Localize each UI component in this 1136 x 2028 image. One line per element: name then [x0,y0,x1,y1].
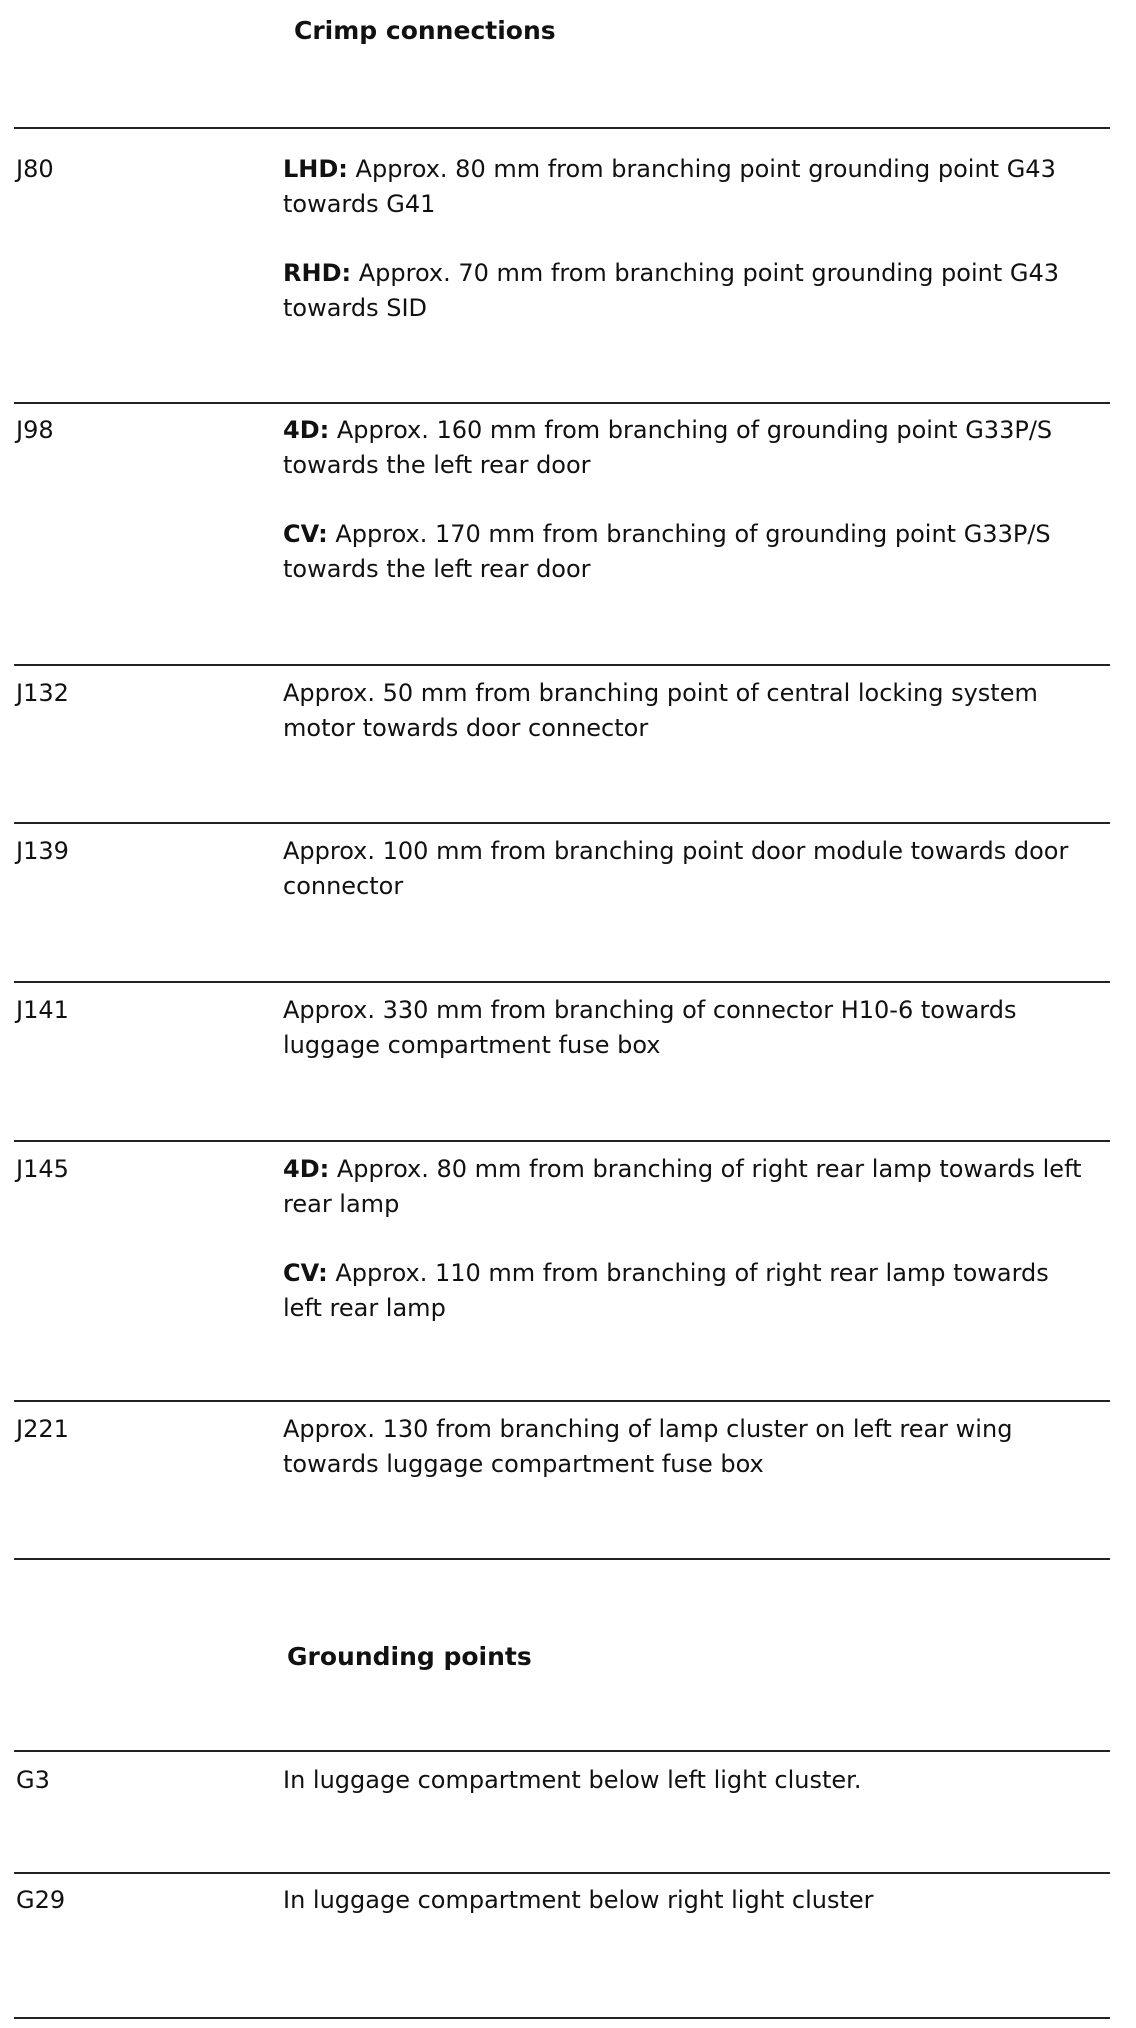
description-paragraph [283,517,1103,587]
row-code: J139 [16,837,69,865]
table-divider [14,1750,1110,1752]
table-divider [14,1400,1110,1402]
table-divider [14,402,1110,404]
section-title-crimp-connections: Crimp connections [294,16,556,45]
row-description [283,1412,1083,1482]
description-paragraph [283,1412,1083,1482]
row-code: J141 [16,996,69,1024]
row-description [283,152,1083,326]
description-paragraph [283,834,1083,904]
variant-text: Approx. 70 mm from branching point grounding point G43 towards SID [283,259,1060,322]
row-code: G29 [16,1886,66,1914]
table-divider [14,2017,1110,2019]
row-code: J98 [16,416,54,444]
variant-text: Approx. 100 mm from branching point door module towards door connector [283,837,1069,900]
section-title-grounding-points: Grounding points [287,1642,532,1671]
row-description [283,834,1083,904]
variant-text: Approx. 50 mm from branching point of central locking system motor towards door connector [283,679,1038,742]
table-divider [14,1140,1110,1142]
row-code: J221 [16,1415,69,1443]
variant-label: CV: [283,520,328,548]
row-description [283,676,1083,746]
description-paragraph [283,413,1103,483]
table-divider [14,1558,1110,1560]
variant-label: CV: [283,1259,328,1287]
variant-text: Approx. 80 mm from branching point grounding point G43 towards G41 [283,155,1056,218]
variant-label: 4D: [283,1155,330,1183]
variant-label: 4D: [283,416,330,444]
variant-text: Approx. 80 mm from branching of right rear lamp towards left rear lamp [283,1155,1082,1218]
description-paragraph [283,1883,1083,1918]
row-description [283,1152,1083,1326]
variant-label: RHD: [283,259,352,287]
row-description [283,993,1083,1063]
table-divider [14,127,1110,129]
variant-text: In luggage compartment below left light cluster. [283,1766,862,1794]
row-description [283,1763,1083,1798]
description-paragraph [283,256,1083,326]
description-paragraph [283,1763,1083,1798]
row-code: G3 [16,1766,50,1794]
table-divider [14,1872,1110,1874]
description-paragraph [283,152,1083,222]
variant-label: LHD: [283,155,348,183]
description-paragraph [283,1256,1083,1326]
table-divider [14,981,1110,983]
variant-text: Approx. 160 mm from branching of grounding point G33P/S towards the left rear door [283,416,1053,479]
table-divider [14,822,1110,824]
variant-text: Approx. 110 mm from branching of right rear lamp towards left rear lamp [283,1259,1049,1322]
variant-text: Approx. 130 from branching of lamp cluster on left rear wing towards luggage compartment fuse box [283,1415,1013,1478]
row-description [283,1883,1083,1918]
table-divider [14,664,1110,666]
description-paragraph [283,1152,1083,1222]
variant-text: Approx. 330 mm from branching of connector H10-6 towards luggage compartment fuse box [283,996,1017,1059]
row-code: J132 [16,679,69,707]
description-paragraph [283,993,1083,1063]
variant-text: In luggage compartment below right light cluster [283,1886,874,1914]
row-code: J80 [16,155,54,183]
row-description [283,413,1103,587]
description-paragraph [283,676,1083,746]
row-code: J145 [16,1155,69,1183]
variant-text: Approx. 170 mm from branching of grounding point G33P/S towards the left rear door [283,520,1051,583]
